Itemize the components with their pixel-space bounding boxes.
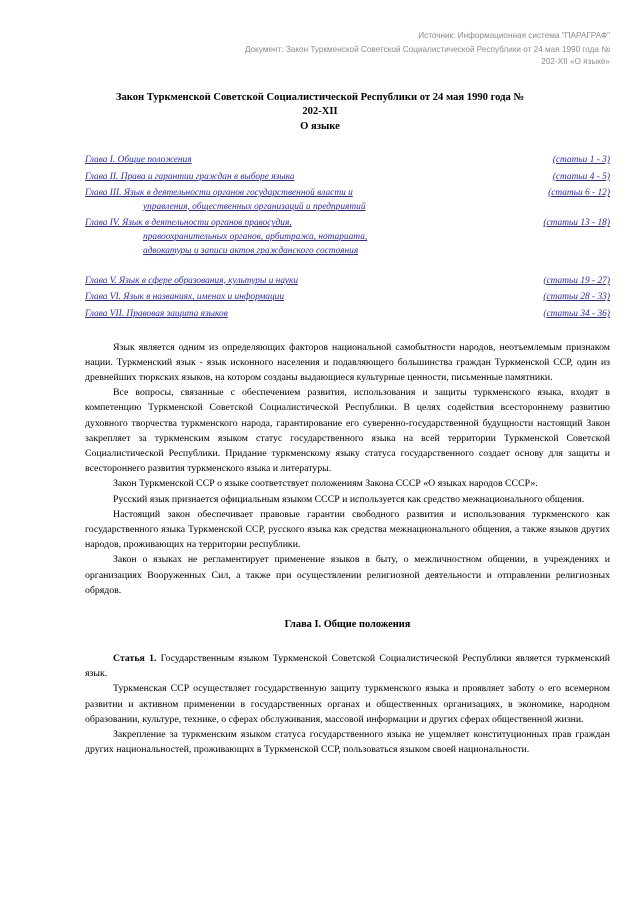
toc-link-chapter-2[interactable]: Глава II. Права и гарантии граждан в выборе языка xyxy=(85,171,295,182)
paragraph: Туркменская ССР осуществляет государственную защиту туркменского языка и проявляет заботу о его всемерном развитии и активном применении в государственных органах и общественных организациях, в экономике, народном образовании, культуре, технике, о сферах обслуживания, массовой информации и других сферах общественной жизни. xyxy=(85,683,610,725)
source-line: Источник: Информационная система "ПАРАГРАФ" xyxy=(418,31,610,40)
paragraph: Язык является одним из определяющих факторов национальной самобытности народов, неотъемлемым признаком нации. Туркменский язык - язык исконного населения и подавляющего большинства граждан Туркменской ССР, один из древнейших тюркских языков, на котором созданы выдающиеся культурные ценности, письменные памятники. xyxy=(85,341,610,383)
toc-right-cell xyxy=(543,214,610,231)
paragraph: Закон о языках не регламентирует применение языков в быту, о межличностном общении, в учреждениях и организациях Вооруженных Сил, а также при осуществлении религиозной деятельности и отправлении религиозных обрядов. xyxy=(85,554,610,596)
toc-link-chapter-6[interactable]: Глава VI. Язык в названиях, именах и информации xyxy=(85,292,285,303)
toc-row xyxy=(85,168,610,185)
toc-link-chapter-1[interactable]: Глава I. Общие положения xyxy=(85,155,192,165)
toc-row xyxy=(85,288,610,305)
document-line-1: Документ: Закон Туркменской Советской Социалистической Республики от 24 мая 1990 года № xyxy=(244,44,610,54)
paragraph: Закрепление за туркменским языком статуса государственного языка не ущемляет конституционных прав граждан других национальностей, проживающих в Туркменской ССР, пользоваться языком своей национальности. xyxy=(85,729,610,756)
toc-link-chapter-3[interactable]: Глава III. Язык в деятельности органов государственной власти и xyxy=(85,188,353,199)
toc-row xyxy=(85,214,610,258)
page-title-line-2: 202-XII xyxy=(302,106,338,117)
toc-left-cell xyxy=(85,151,553,168)
document-body xyxy=(85,340,610,758)
toc-articles-chapter-3[interactable]: (статьи 6 - 12) xyxy=(548,188,610,199)
toc-left-cell xyxy=(85,168,553,185)
toc-row xyxy=(85,272,610,289)
paragraph: Русский язык признается официальным языком СССР и используется как средство межнационального общения. xyxy=(113,493,585,505)
toc-row xyxy=(85,305,610,322)
paragraph: Настоящий закон обеспечивает правовые гарантии свободного развития и использования туркменского как государственного языка Туркменской ССР, русского языка как средства межнационального общения, а также языков других народов, проживающих на территории республики. xyxy=(85,508,610,551)
toc-right-cell xyxy=(543,305,610,322)
article-1-paragraph xyxy=(85,651,610,681)
toc-right-cell xyxy=(543,288,610,305)
toc-articles-chapter-2[interactable]: (статьи 4 - 5) xyxy=(552,171,610,182)
article-text: Государственным языком Туркменской Советской Социалистической Республики является туркменский язык. xyxy=(85,652,610,680)
document-line-2: 202-XII «О языке» xyxy=(541,57,610,66)
toc-row xyxy=(85,184,610,214)
toc-left-cell xyxy=(85,305,543,322)
toc-articles-chapter-1[interactable]: (статьи 1 - 3) xyxy=(552,155,610,165)
toc-right-cell xyxy=(548,184,610,201)
article-number: Статья 1. xyxy=(113,652,157,664)
toc-articles-chapter-6[interactable]: (статьи 28 - 33) xyxy=(543,292,610,303)
toc-right-cell xyxy=(543,272,610,289)
toc-row xyxy=(85,151,610,168)
toc-left-cell xyxy=(85,272,543,289)
toc-link-chapter-7[interactable]: Глава VII. Правовая защита языков xyxy=(85,308,228,319)
toc-left-cell xyxy=(85,214,543,258)
toc-articles-chapter-7[interactable]: (статьи 34 - 36) xyxy=(543,308,610,319)
table-of-contents xyxy=(85,151,610,322)
toc-right-cell xyxy=(553,168,610,185)
toc-right-cell xyxy=(553,151,610,168)
document-source-header xyxy=(60,30,610,69)
toc-articles-chapter-5[interactable]: (статьи 19 - 27) xyxy=(543,275,610,286)
toc-link-chapter-4[interactable]: Глава IV. Язык в деятельности органов правосудия, xyxy=(85,218,292,229)
toc-spacer xyxy=(85,258,610,272)
page-title-line-1: Закон Туркменской Советской Социалистической Республики от 24 мая 1990 года № xyxy=(115,91,525,103)
chapter-heading: Глава I. Общие положения xyxy=(284,618,411,630)
toc-articles-chapter-4[interactable]: (статьи 13 - 18) xyxy=(543,218,610,229)
toc-link-chapter-5[interactable]: Глава V. Язык в сфере образования, культуры и науки xyxy=(85,275,299,286)
paragraph: Все вопросы, связанные с обеспечением развития, использования и защиты туркменского языка, входят в компетенцию Туркменской Советской Социалистической Республики. В целях содействия всестороннему развитию духовного творчества туркменского народа, гарантирование его суверенно-государственной будущности настоящий Закон закрепляет за туркменским языком статус государственного языка на всей территории Туркменской Советской Социалистической Республики. Придание туркменскому языку статуса государственного создает основу для защиты и всестороннего развития туркменского языка и литературы. xyxy=(85,387,610,475)
toc-left-cell xyxy=(85,288,543,305)
page-title xyxy=(77,91,563,120)
toc-link-chapter-3-cont[interactable]: управления, общественных организаций и предприятий xyxy=(143,201,366,212)
toc-link-chapter-4-cont-2[interactable]: адвокатуры и записи актов гражданского состояния xyxy=(143,245,359,256)
toc-left-cell xyxy=(85,184,548,214)
page-subtitle: О языке xyxy=(300,120,340,132)
paragraph: Закон Туркменской ССР о языке соответствует положениям Закона СССР «О языках народов СССР». xyxy=(113,478,538,490)
toc-link-chapter-4-cont-1[interactable]: правоохранительных органов, арбитража, нотариата, xyxy=(143,231,368,242)
